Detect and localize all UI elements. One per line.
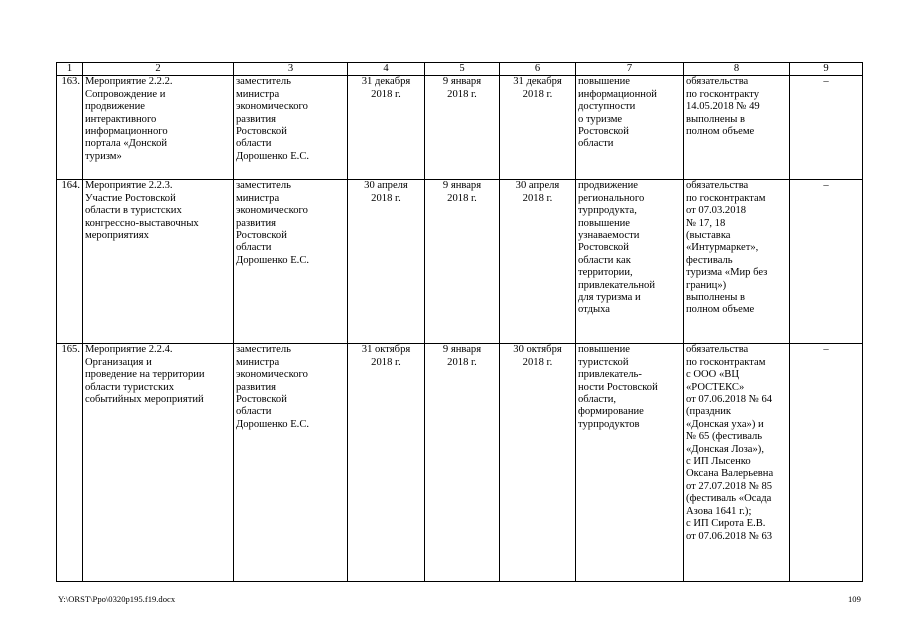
responsible-person: заместитель министра экономического развития Ростовской области Дорошенко Е.С. bbox=[234, 344, 348, 582]
note: – bbox=[790, 76, 863, 180]
event-name: Мероприятие 2.2.2. Сопровождение и продвижение интерактивного информационного портала «Донской туризм» bbox=[83, 76, 234, 180]
table-row bbox=[57, 76, 863, 180]
status-text: обязательства по госконтрактам с ООО «ВЦ «РОСТЕКС» от 07.06.2018 № 64 (праздник «Донская уха») и № 65 (фестиваль «Донская Лоза»), с ИП Лысенко Оксана Валерьевна от 27.07.2018 № 85 (фестиваль «Осада Азова 1641 г.); с ИП Сирота Е.В. от 07.06.2018 № 63 bbox=[684, 344, 790, 582]
note: – bbox=[790, 344, 863, 582]
responsible-person: заместитель министра экономического развития Ростовской области Дорошенко Е.С. bbox=[234, 180, 348, 344]
column-header: 9 bbox=[790, 63, 863, 76]
expected-result: продвижение регионального турпродукта, повышение узнаваемости Ростовской области как территории, привлекательной для туризма и отдыха bbox=[576, 180, 684, 344]
start-date: 9 января 2018 г. bbox=[425, 344, 500, 582]
event-name: Мероприятие 2.2.3. Участие Ростовской области в туристских конгрессно-выставочных мероприятиях bbox=[83, 180, 234, 344]
row-number: 163. bbox=[57, 76, 83, 180]
column-header: 2 bbox=[83, 63, 234, 76]
planned-date: 30 апреля 2018 г. bbox=[348, 180, 425, 344]
planned-date: 31 октября 2018 г. bbox=[348, 344, 425, 582]
end-date: 30 октября 2018 г. bbox=[500, 344, 576, 582]
column-header: 1 bbox=[57, 63, 83, 76]
responsible-person: заместитель министра экономического развития Ростовской области Дорошенко Е.С. bbox=[234, 76, 348, 180]
column-header: 3 bbox=[234, 63, 348, 76]
table-row bbox=[57, 344, 863, 582]
start-date: 9 января 2018 г. bbox=[425, 76, 500, 180]
page-number: 109 bbox=[848, 594, 861, 604]
end-date: 31 декабря 2018 г. bbox=[500, 76, 576, 180]
start-date: 9 января 2018 г. bbox=[425, 180, 500, 344]
planned-date: 31 декабря 2018 г. bbox=[348, 76, 425, 180]
column-header: 8 bbox=[684, 63, 790, 76]
column-header: 5 bbox=[425, 63, 500, 76]
table-row bbox=[57, 180, 863, 344]
end-date: 30 апреля 2018 г. bbox=[500, 180, 576, 344]
column-header: 6 bbox=[500, 63, 576, 76]
column-header: 7 bbox=[576, 63, 684, 76]
event-name: Мероприятие 2.2.4. Организация и проведение на территории области туристских событийных мероприятий bbox=[83, 344, 234, 582]
file-path: Y:\ORST\Ppo\0320p195.f19.docx bbox=[58, 594, 176, 604]
note: – bbox=[790, 180, 863, 344]
expected-result: повышение туристской привлекатель- ности Ростовской области, формирование турпродуктов bbox=[576, 344, 684, 582]
row-number: 164. bbox=[57, 180, 83, 344]
status-text: обязательства по госконтрактам от 07.03.2018 № 17, 18 (выставка «Интурмаркет», фестиваль туризма «Мир без границ») выполнены в полном объеме bbox=[684, 180, 790, 344]
row-number: 165. bbox=[57, 344, 83, 582]
status-text: обязательства по госконтракту 14.05.2018 № 49 выполнены в полном объеме bbox=[684, 76, 790, 180]
expected-result: повышение информационной доступности о туризме Ростовской области bbox=[576, 76, 684, 180]
document-table bbox=[56, 62, 863, 582]
column-header: 4 bbox=[348, 63, 425, 76]
column-number-row bbox=[57, 63, 863, 76]
